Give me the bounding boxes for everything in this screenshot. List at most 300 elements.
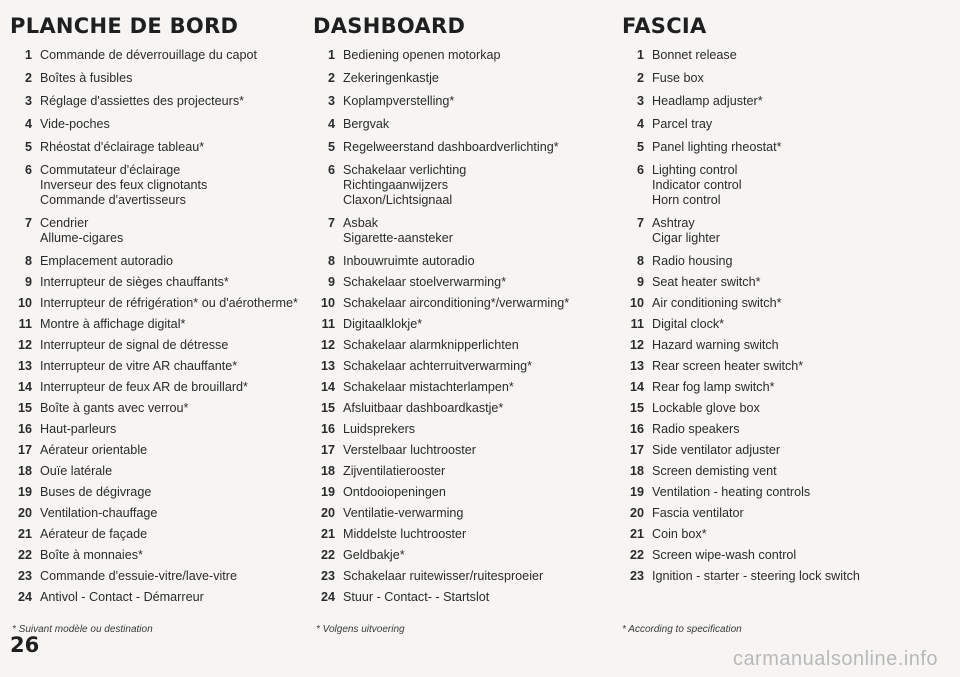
item-text <box>40 140 305 155</box>
item-line: Luidsprekers <box>343 422 416 436</box>
item-text <box>343 485 611 500</box>
item-text <box>652 569 952 584</box>
item-text <box>40 296 305 311</box>
list-item <box>10 216 305 246</box>
item-text <box>40 359 305 374</box>
item-text <box>40 254 305 269</box>
item-line: Fascia ventilator <box>652 506 744 520</box>
item-line: Interrupteur de signal de détresse <box>40 338 229 352</box>
item-line: Schakelaar achterruitverwarming* <box>343 359 532 373</box>
item-line: Montre à affichage digital* <box>40 317 186 331</box>
item-line: Inbouwruimte autoradio <box>343 254 475 268</box>
item-number: 19 <box>320 485 335 499</box>
item-line: Cendrier <box>40 216 89 230</box>
item-line: Schakelaar mistachterlampen* <box>343 380 514 394</box>
item-line: Regelweerstand dashboardverlichting* <box>343 140 559 154</box>
item-text <box>40 401 305 416</box>
item-number: 22 <box>17 548 32 562</box>
item-text <box>652 401 952 416</box>
item-number: 8 <box>327 254 335 268</box>
list-item <box>313 163 611 208</box>
item-line: Coin box* <box>652 527 707 541</box>
item-number: 12 <box>629 338 644 352</box>
item-text <box>40 485 305 500</box>
item-number: 4 <box>24 117 32 131</box>
footnote-french: * Suivant modèle ou destination <box>12 624 153 635</box>
item-line: Commutateur d'éclairage <box>40 163 181 177</box>
list-item <box>313 380 611 395</box>
list-item <box>622 275 952 290</box>
list-item <box>313 48 611 63</box>
list-item <box>10 422 305 437</box>
column-english <box>622 10 952 590</box>
list-item <box>313 117 611 132</box>
list-item <box>313 216 611 246</box>
item-text <box>343 317 611 332</box>
list-item <box>10 548 305 563</box>
item-text <box>652 338 952 353</box>
item-list <box>313 48 611 605</box>
item-line: Schakelaar verlichting <box>343 163 467 177</box>
item-line: Asbak <box>343 216 379 230</box>
list-item <box>313 422 611 437</box>
item-text <box>652 380 952 395</box>
item-line: Allume-cigares <box>40 231 124 245</box>
item-number: 7 <box>327 216 335 230</box>
list-item <box>622 569 952 584</box>
item-line: Commande d'essuie-vitre/lave-vitre <box>40 569 237 583</box>
item-number: 13 <box>320 359 335 373</box>
item-text <box>40 71 305 86</box>
item-line: Zekeringenkastje <box>343 71 439 85</box>
item-number: 11 <box>630 317 644 331</box>
item-text <box>343 71 611 86</box>
item-number: 16 <box>17 422 32 436</box>
item-line: Boîte à monnaies* <box>40 548 143 562</box>
item-number: 6 <box>636 163 644 177</box>
item-text <box>343 48 611 63</box>
item-text <box>343 380 611 395</box>
item-number: 23 <box>320 569 335 583</box>
list-item <box>622 401 952 416</box>
list-item <box>622 317 952 332</box>
item-line: Antivol - Contact - Démarreur <box>40 590 204 604</box>
item-number: 7 <box>636 216 644 230</box>
item-line: Lighting control <box>652 163 738 177</box>
item-line: Screen demisting vent <box>652 464 777 478</box>
item-number: 1 <box>327 48 335 62</box>
item-text <box>343 254 611 269</box>
item-text <box>40 569 305 584</box>
item-line: Interrupteur de vitre AR chauffante* <box>40 359 238 373</box>
item-text <box>343 94 611 109</box>
item-text <box>40 548 305 563</box>
list-item <box>10 380 305 395</box>
item-text <box>40 94 305 109</box>
item-text <box>343 422 611 437</box>
item-text <box>652 117 952 132</box>
item-number: 21 <box>629 527 644 541</box>
list-item <box>10 569 305 584</box>
item-text <box>343 569 611 584</box>
item-number: 2 <box>327 71 335 85</box>
item-line: Interrupteur de réfrigération* ou d'aérotherme* <box>40 296 298 310</box>
list-item <box>622 117 952 132</box>
list-item <box>10 71 305 86</box>
item-line: Hazard warning switch <box>652 338 779 352</box>
item-number: 17 <box>17 443 32 457</box>
item-line: Headlamp adjuster* <box>652 94 763 108</box>
item-number: 10 <box>17 296 32 310</box>
item-text <box>652 485 952 500</box>
list-item <box>313 338 611 353</box>
item-text <box>652 317 952 332</box>
item-line: Schakelaar airconditioning*/verwarming* <box>343 296 570 310</box>
item-number: 2 <box>24 71 32 85</box>
item-text <box>40 506 305 521</box>
footnote-dutch: * Volgens uitvoering <box>316 624 405 635</box>
item-number: 9 <box>24 275 32 289</box>
list-item <box>313 548 611 563</box>
item-line: Schakelaar stoelverwarming* <box>343 275 507 289</box>
list-item <box>622 140 952 155</box>
item-text <box>652 48 952 63</box>
item-line: Horn control <box>652 193 721 207</box>
item-line: Cigar lighter <box>652 231 720 245</box>
item-text <box>652 163 952 208</box>
list-item <box>10 317 305 332</box>
item-line: Ashtray <box>652 216 695 230</box>
item-number: 24 <box>17 590 32 604</box>
item-line: Indicator control <box>652 178 742 192</box>
item-number: 4 <box>327 117 335 131</box>
item-line: Parcel tray <box>652 117 713 131</box>
item-text <box>343 117 611 132</box>
item-text <box>343 140 611 155</box>
list-item <box>622 94 952 109</box>
item-line: Interrupteur de feux AR de brouillard* <box>40 380 248 394</box>
item-line: Buses de dégivrage <box>40 485 152 499</box>
list-item <box>622 296 952 311</box>
column-dutch <box>313 10 611 611</box>
item-number: 4 <box>636 117 644 131</box>
item-line: Emplacement autoradio <box>40 254 174 268</box>
item-line: Fuse box <box>652 71 704 85</box>
list-item <box>622 163 952 208</box>
item-number: 13 <box>629 359 644 373</box>
list-item <box>10 590 305 605</box>
list-item <box>313 401 611 416</box>
list-item <box>10 140 305 155</box>
item-number: 12 <box>17 338 32 352</box>
item-number: 20 <box>629 506 644 520</box>
item-number: 11 <box>18 317 32 331</box>
item-number: 1 <box>636 48 644 62</box>
list-item <box>313 296 611 311</box>
item-text <box>40 216 305 246</box>
list-item <box>313 569 611 584</box>
list-item <box>313 485 611 500</box>
item-line: Panel lighting rheostat* <box>652 140 782 154</box>
list-item <box>10 485 305 500</box>
list-item <box>622 443 952 458</box>
item-text <box>40 317 305 332</box>
item-line: Seat heater switch* <box>652 275 761 289</box>
list-item <box>313 443 611 458</box>
list-item <box>313 140 611 155</box>
list-item <box>622 359 952 374</box>
item-number: 21 <box>320 527 335 541</box>
item-text <box>40 380 305 395</box>
column-title: DASHBOARD <box>313 14 466 38</box>
item-number: 2 <box>636 71 644 85</box>
list-item <box>313 71 611 86</box>
list-item <box>622 254 952 269</box>
item-number: 15 <box>17 401 32 415</box>
item-text <box>40 464 305 479</box>
item-text <box>40 422 305 437</box>
item-text <box>652 296 952 311</box>
item-number: 10 <box>629 296 644 310</box>
item-text <box>652 464 952 479</box>
item-number: 19 <box>17 485 32 499</box>
list-item <box>313 527 611 542</box>
item-text <box>40 163 305 208</box>
list-item <box>10 94 305 109</box>
item-line: Richtingaanwijzers <box>343 178 448 192</box>
list-item <box>10 443 305 458</box>
item-number: 5 <box>24 140 32 154</box>
list-item <box>10 163 305 208</box>
item-number: 9 <box>327 275 335 289</box>
item-line: Lockable glove box <box>652 401 760 415</box>
list-item <box>622 464 952 479</box>
item-text <box>343 464 611 479</box>
list-item <box>313 254 611 269</box>
item-line: Stuur - Contact- - Startslot <box>343 590 490 604</box>
item-line: Digitaalklokje* <box>343 317 423 331</box>
item-line: Ontdooiopeningen <box>343 485 446 499</box>
item-line: Ouïe latérale <box>40 464 113 478</box>
item-line: Commande d'avertisseurs <box>40 193 186 207</box>
list-item <box>313 464 611 479</box>
item-number: 11 <box>321 317 335 331</box>
item-text <box>652 422 952 437</box>
item-line: Rear fog lamp switch* <box>652 380 775 394</box>
item-line: Zijventilatierooster <box>343 464 446 478</box>
item-number: 14 <box>320 380 335 394</box>
item-text <box>343 590 611 605</box>
item-number: 20 <box>17 506 32 520</box>
item-line: Aérateur orientable <box>40 443 148 457</box>
list-item <box>313 506 611 521</box>
item-text <box>343 401 611 416</box>
list-item <box>313 275 611 290</box>
item-line: Radio speakers <box>652 422 740 436</box>
item-line: Rear screen heater switch* <box>652 359 804 373</box>
item-number: 23 <box>17 569 32 583</box>
item-text <box>652 527 952 542</box>
item-text <box>343 216 611 246</box>
item-text <box>40 275 305 290</box>
item-line: Bonnet release <box>652 48 737 62</box>
item-line: Claxon/Lichtsignaal <box>343 193 453 207</box>
item-number: 3 <box>24 94 32 108</box>
item-line: Middelste luchtrooster <box>343 527 467 541</box>
item-text <box>343 338 611 353</box>
item-line: Afsluitbaar dashboardkastje* <box>343 401 504 415</box>
item-number: 18 <box>320 464 335 478</box>
item-text <box>652 359 952 374</box>
item-text <box>343 506 611 521</box>
column-title: PLANCHE DE BORD <box>10 14 239 38</box>
item-number: 24 <box>320 590 335 604</box>
list-item <box>622 48 952 63</box>
item-text <box>343 359 611 374</box>
item-line: Commande de déverrouillage du capot <box>40 48 258 62</box>
list-item <box>622 548 952 563</box>
item-line: Koplampverstelling* <box>343 94 455 108</box>
item-text <box>40 590 305 605</box>
item-number: 8 <box>636 254 644 268</box>
item-number: 15 <box>320 401 335 415</box>
item-number: 1 <box>24 48 32 62</box>
item-text <box>40 48 305 63</box>
page-number: 26 <box>10 633 40 657</box>
item-line: Schakelaar alarmknipperlichten <box>343 338 519 352</box>
item-number: 22 <box>629 548 644 562</box>
item-number: 3 <box>636 94 644 108</box>
list-item <box>10 48 305 63</box>
item-number: 12 <box>320 338 335 352</box>
item-text <box>343 548 611 563</box>
item-list <box>10 48 305 605</box>
item-line: Aérateur de façade <box>40 527 148 541</box>
item-text <box>652 216 952 246</box>
item-text <box>652 275 952 290</box>
item-line: Bergvak <box>343 117 390 131</box>
item-number: 18 <box>629 464 644 478</box>
list-item <box>313 94 611 109</box>
item-line: Ventilation-chauffage <box>40 506 158 520</box>
item-number: 14 <box>17 380 32 394</box>
item-line: Inverseur des feux clignotants <box>40 178 208 192</box>
footnote-english: * According to specification <box>622 624 742 635</box>
list-item <box>622 71 952 86</box>
list-item <box>622 485 952 500</box>
item-line: Digital clock* <box>652 317 725 331</box>
item-text <box>343 527 611 542</box>
item-text <box>652 71 952 86</box>
item-line: Screen wipe-wash control <box>652 548 797 562</box>
item-line: Side ventilator adjuster <box>652 443 781 457</box>
item-number: 6 <box>24 163 32 177</box>
list-item <box>622 506 952 521</box>
item-line: Boîte à gants avec verrou* <box>40 401 189 415</box>
list-item <box>313 317 611 332</box>
item-text <box>652 443 952 458</box>
list-item <box>10 527 305 542</box>
list-item <box>10 359 305 374</box>
item-text <box>40 117 305 132</box>
item-number: 21 <box>17 527 32 541</box>
item-text <box>652 506 952 521</box>
column-french <box>10 10 305 611</box>
item-line: Bediening openen motorkap <box>343 48 501 62</box>
item-number: 17 <box>629 443 644 457</box>
item-number: 22 <box>320 548 335 562</box>
list-item <box>10 338 305 353</box>
item-number: 15 <box>629 401 644 415</box>
list-item <box>622 380 952 395</box>
item-text <box>40 527 305 542</box>
item-number: 14 <box>629 380 644 394</box>
item-text <box>343 296 611 311</box>
item-line: Vide-poches <box>40 117 110 131</box>
item-line: Réglage d'assiettes des projecteurs* <box>40 94 245 108</box>
list-item <box>313 590 611 605</box>
item-text <box>343 163 611 208</box>
item-line: Geldbakje* <box>343 548 405 562</box>
item-text <box>40 443 305 458</box>
item-text <box>652 548 952 563</box>
item-number: 18 <box>17 464 32 478</box>
item-number: 6 <box>327 163 335 177</box>
list-item <box>10 117 305 132</box>
list-item <box>313 359 611 374</box>
list-item <box>10 506 305 521</box>
column-title: FASCIA <box>622 14 707 38</box>
item-number: 8 <box>24 254 32 268</box>
item-text <box>652 254 952 269</box>
item-line: Haut-parleurs <box>40 422 117 436</box>
item-line: Ignition - starter - steering lock switch <box>652 569 860 583</box>
list-item <box>622 527 952 542</box>
item-number: 9 <box>636 275 644 289</box>
list-item <box>10 296 305 311</box>
item-text <box>652 140 952 155</box>
item-number: 3 <box>327 94 335 108</box>
list-item <box>622 422 952 437</box>
item-text <box>652 94 952 109</box>
list-item <box>622 216 952 246</box>
item-line: Interrupteur de sièges chauffants* <box>40 275 229 289</box>
item-number: 7 <box>24 216 32 230</box>
item-text <box>343 275 611 290</box>
item-text <box>343 443 611 458</box>
item-line: Radio housing <box>652 254 733 268</box>
item-number: 16 <box>320 422 335 436</box>
list-item <box>10 254 305 269</box>
list-item <box>10 401 305 416</box>
item-line: Boîtes à fusibles <box>40 71 133 85</box>
item-number: 20 <box>320 506 335 520</box>
list-item <box>10 275 305 290</box>
list-item <box>622 338 952 353</box>
watermark: carmanualsonline.info <box>732 648 938 670</box>
item-number: 5 <box>327 140 335 154</box>
item-text <box>40 338 305 353</box>
item-line: Verstelbaar luchtrooster <box>343 443 477 457</box>
item-number: 5 <box>636 140 644 154</box>
item-line: Ventilation - heating controls <box>652 485 811 499</box>
item-number: 13 <box>17 359 32 373</box>
item-line: Air conditioning switch* <box>652 296 782 310</box>
item-number: 23 <box>629 569 644 583</box>
item-list <box>622 48 952 584</box>
item-number: 10 <box>320 296 335 310</box>
item-line: Schakelaar ruitewisser/ruitesproeier <box>343 569 544 583</box>
